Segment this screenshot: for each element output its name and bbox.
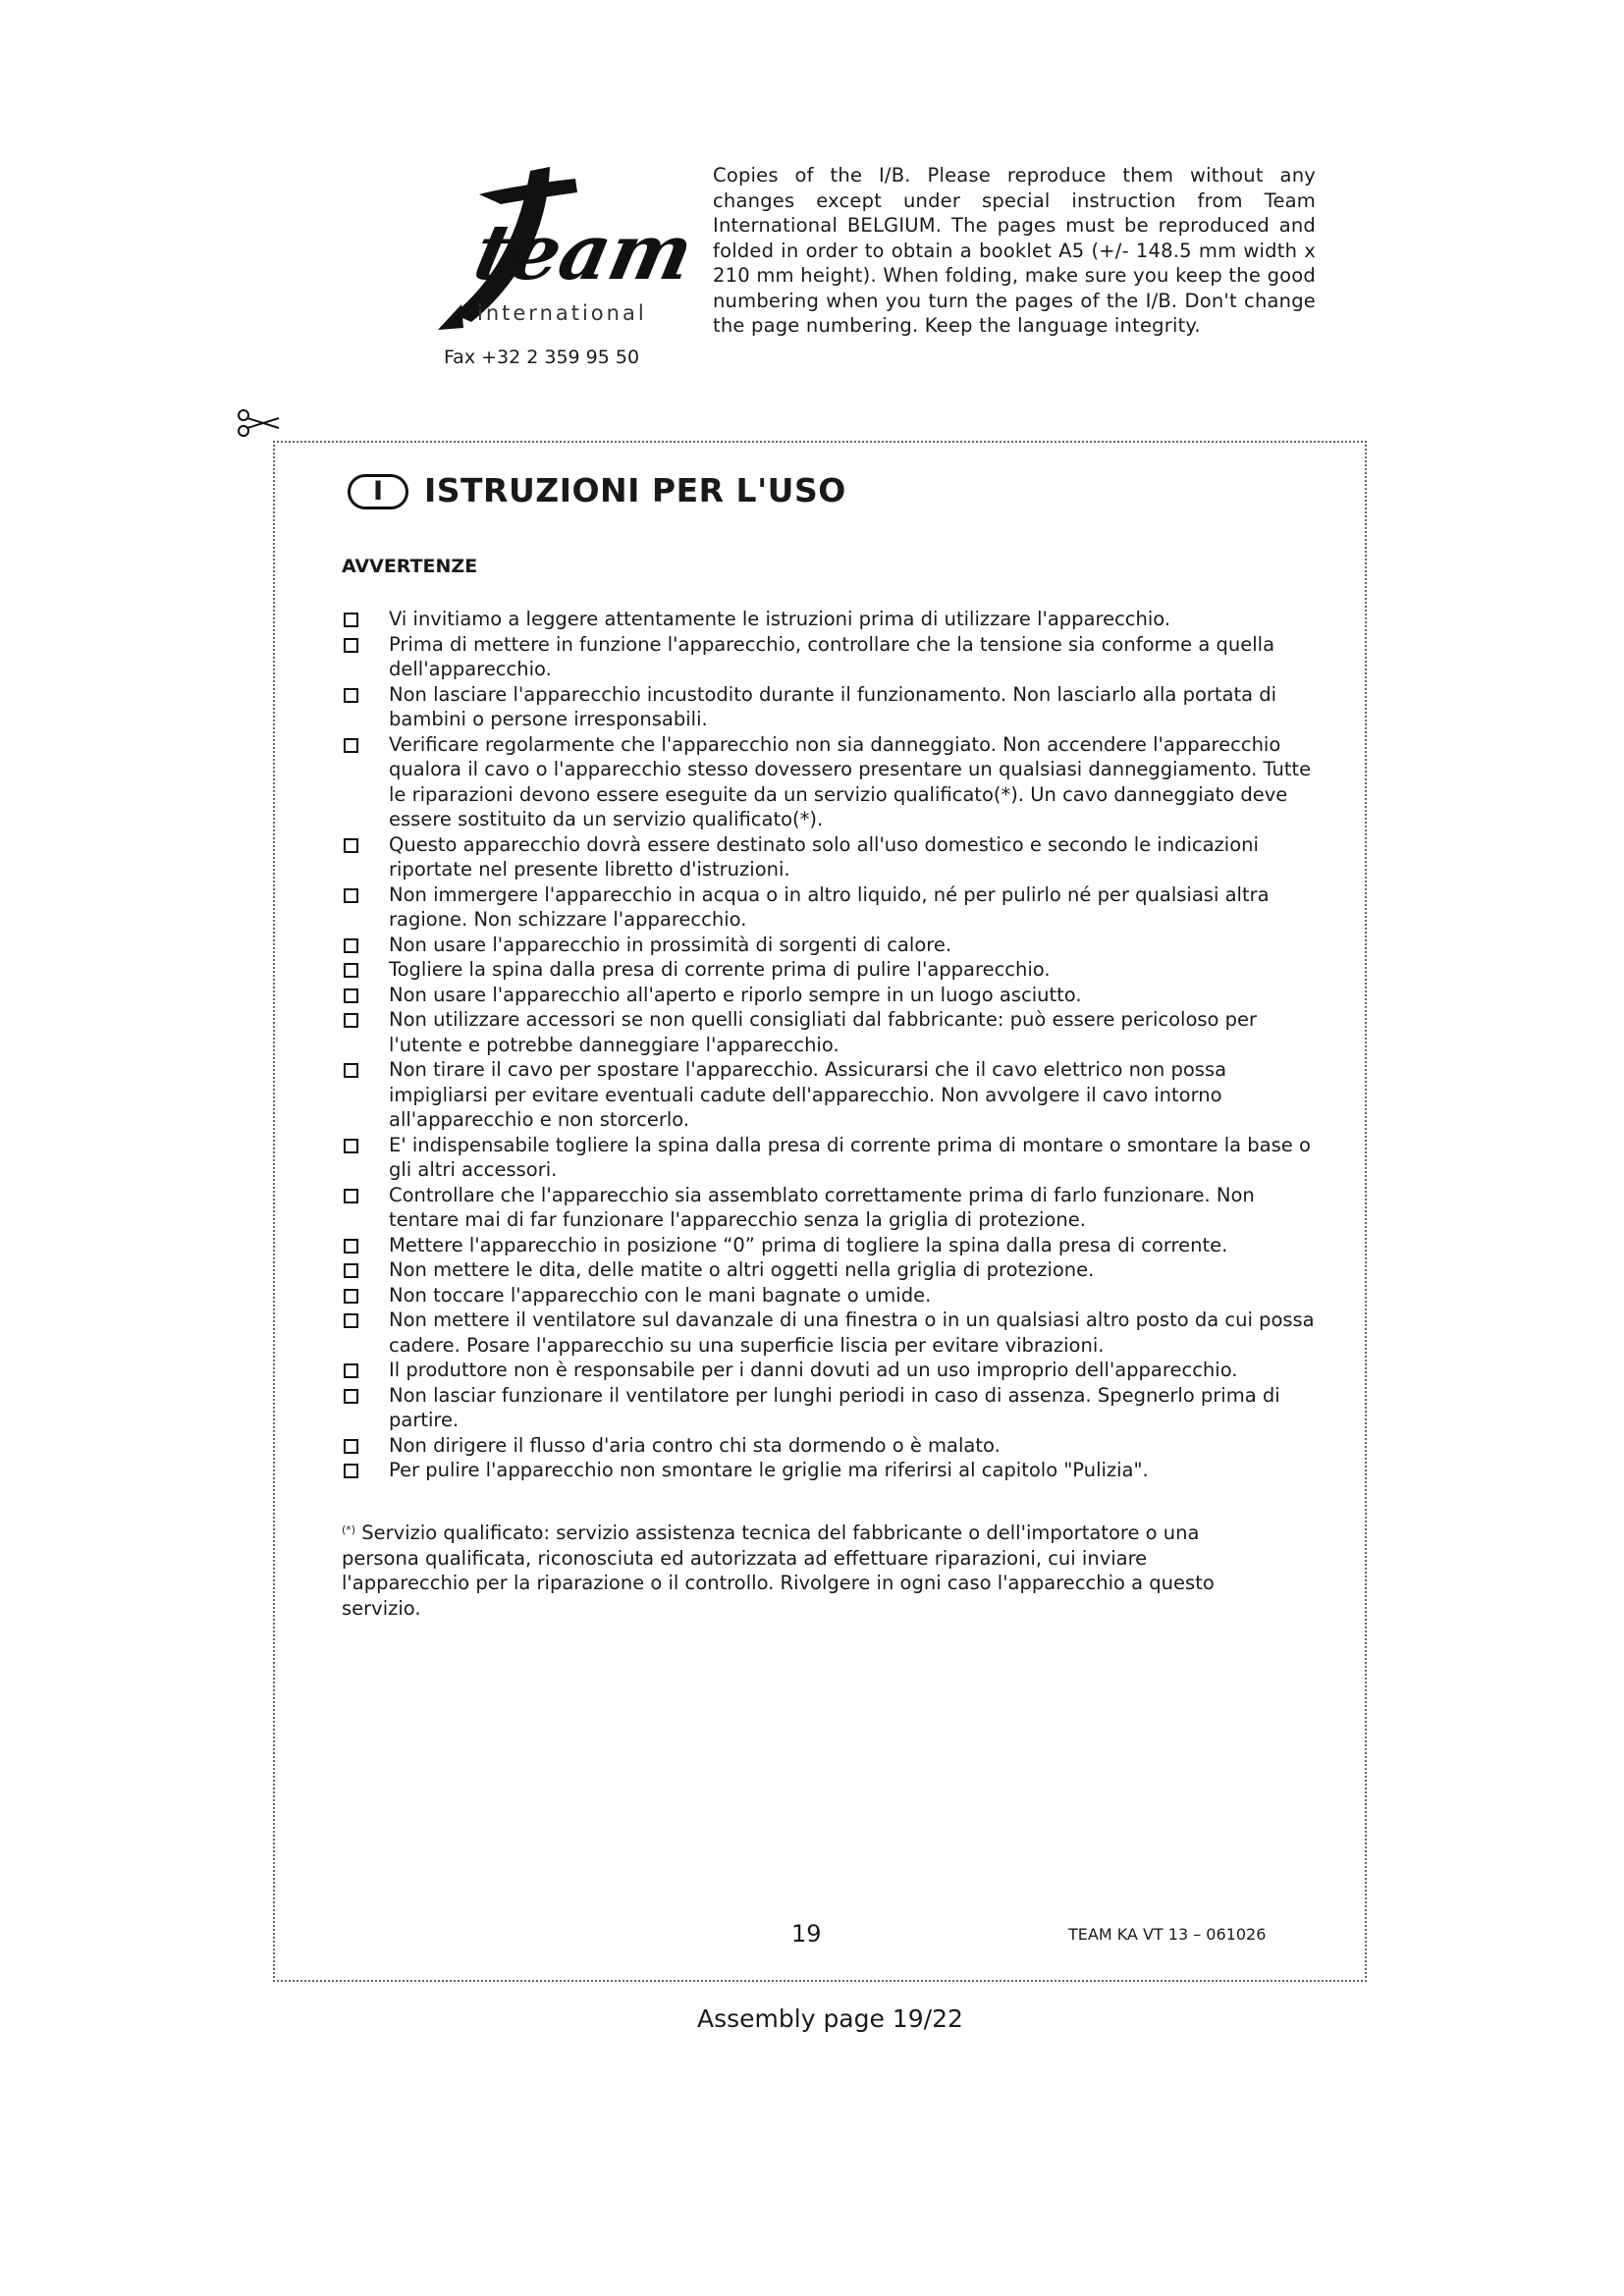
- fax-number: Fax +32 2 359 95 50: [444, 347, 640, 368]
- checkbox-bullet-icon: [344, 1289, 358, 1304]
- checkbox-bullet-icon: [344, 888, 358, 903]
- list-item: Non usare l'apparecchio all'aperto e riporlo sempre in un luogo asciutto.: [342, 983, 1324, 1008]
- svg-text:team: team: [466, 206, 701, 297]
- checkbox-bullet-icon: [344, 1139, 358, 1153]
- checkbox-bullet-icon: [344, 1013, 358, 1028]
- list-item: Non lasciare l'apparecchio incustodito durante il funzionamento. Non lasciarlo alla portata di bambini o persone irresponsabili.: [342, 682, 1324, 732]
- list-item: Non immergere l'apparecchio in acqua o in altro liquido, né per pulirlo né per qualsiasi altra ragione. Non schizzare l'apparecchio.: [342, 882, 1324, 933]
- footnote: [342, 1518, 1241, 1621]
- checkbox-bullet-icon: [344, 738, 358, 753]
- checkbox-bullet-icon: [344, 1464, 358, 1478]
- list-item: Il produttore non è responsabile per i danni dovuti ad un uso improprio dell'apparecchio.: [342, 1358, 1324, 1383]
- list-item: Questo apparecchio dovrà essere destinato solo all'uso domestico e secondo le indicazioni riportate nel presente libretto d'istruzioni.: [342, 832, 1324, 882]
- model-code: TEAM KA VT 13 – 061026: [1068, 1925, 1267, 1944]
- assembly-page-label: Assembly page 19/22: [697, 2004, 963, 2033]
- checkbox-bullet-icon: [344, 1439, 358, 1454]
- list-item: Togliere la spina dalla presa di corrente prima di pulire l'apparecchio.: [342, 957, 1324, 983]
- checkbox-bullet-icon: [344, 1313, 358, 1328]
- list-item: Prima di mettere in funzione l'apparecchio, controllare che la tensione sia conforme a quella dell'apparecchio.: [342, 632, 1324, 682]
- checkbox-bullet-icon: [344, 988, 358, 1003]
- scissors-icon: [236, 408, 281, 438]
- checkbox-bullet-icon: [344, 1363, 358, 1378]
- checkbox-bullet-icon: [344, 688, 358, 703]
- checkbox-bullet-icon: [344, 613, 358, 627]
- checkbox-bullet-icon: [344, 1063, 358, 1078]
- list-item: Non dirigere il flusso d'aria contro chi sta dormendo o è malato.: [342, 1433, 1324, 1459]
- list-item: Non utilizzare accessori se non quelli consigliati dal fabbricante: può essere pericoloso per l'utente e potrebbe danneggiare l'apparecchio.: [342, 1007, 1324, 1057]
- checkbox-bullet-icon: [344, 1389, 358, 1404]
- list-item: Non mettere il ventilatore sul davanzale di una finestra o in un qualsiasi altro posto da cui possa cadere. Posare l'apparecchio su una superficie liscia per evitare vibrazioni.: [342, 1308, 1324, 1358]
- list-item: Mettere l'apparecchio in posizione “0” prima di togliere la spina dalla presa di corrente.: [342, 1233, 1324, 1258]
- checkbox-bullet-icon: [344, 1239, 358, 1254]
- list-item: Controllare che l'apparecchio sia assemblato correttamente prima di farlo funzionare. Non tentare mai di far funzionare l'apparecchio senza la griglia di protezione.: [342, 1183, 1324, 1233]
- list-item: Per pulire l'apparecchio non smontare le griglie ma riferirsi al capitolo "Pulizia".: [342, 1458, 1324, 1483]
- list-item: Verificare regolarmente che l'apparecchio non sia danneggiato. Non accendere l'apparecchio qualora il cavo o l'apparecchio stesso dovessero presentare un qualsiasi danneggiamento. Tutte le riparazioni devono essere eseguite da un servizio qualificato(*). Un cavo danneggiato deve essere sostituito da un servizio qualificato(*).: [342, 732, 1324, 832]
- list-item: Non tirare il cavo per spostare l'apparecchio. Assicurarsi che il cavo elettrico non possa impigliarsi per evitare eventuali cadute dell'apparecchio. Non avvolgere il cavo intorno all'apparecchio e non storcerlo.: [342, 1057, 1324, 1133]
- footnote-marker: (*): [342, 1523, 356, 1536]
- language-badge: I: [348, 474, 408, 509]
- footnote-text: Servizio qualificato: servizio assistenza tecnica del fabbricante o dell'importatore o una persona qualificata, riconosciuta ed autorizzata ad effettuare riparazioni, cui inviare l'apparecchio per la riparazione o il controllo. Rivolgere in ogni caso l'apparecchio a questo servizio.: [342, 1522, 1215, 1620]
- list-item: E' indispensabile togliere la spina dalla presa di corrente prima di montare o smontare la base o gli altri accessori.: [342, 1133, 1324, 1183]
- list-item: Non mettere le dita, delle matite o altri oggetti nella griglia di protezione.: [342, 1257, 1324, 1283]
- warnings-heading: AVVERTENZE: [342, 556, 478, 577]
- team-international-logo: [403, 157, 701, 344]
- section-title: ISTRUZIONI PER L'USO: [424, 471, 846, 509]
- list-item: Non lasciar funzionare il ventilatore per lunghi periodi in caso di assenza. Spegnerlo prima di partire.: [342, 1383, 1324, 1433]
- warnings-list: [342, 607, 1324, 1483]
- checkbox-bullet-icon: [344, 838, 358, 853]
- svg-text:international: international: [477, 301, 647, 325]
- checkbox-bullet-icon: [344, 1263, 358, 1278]
- list-item: Non toccare l'apparecchio con le mani bagnate o umide.: [342, 1283, 1324, 1308]
- list-item: Non usare l'apparecchio in prossimità di sorgenti di calore.: [342, 933, 1324, 958]
- checkbox-bullet-icon: [344, 1189, 358, 1203]
- checkbox-bullet-icon: [344, 938, 358, 953]
- checkbox-bullet-icon: [344, 963, 358, 978]
- list-item: Vi invitiamo a leggere attentamente le istruzioni prima di utilizzare l'apparecchio.: [342, 607, 1324, 632]
- reproduction-note: Copies of the I/B. Please reproduce them without any changes except under special instruction from Team International BELGIUM. The pages must be reproduced and folded in order to obtain a booklet A5 (+/- 148.5 mm width x 210 mm height). When folding, make sure you keep the good numbering when you turn the pages of the I/B. Don't change the page numbering. Keep the language integrity.: [713, 164, 1316, 337]
- page-number: 19: [791, 1920, 822, 1948]
- checkbox-bullet-icon: [344, 638, 358, 653]
